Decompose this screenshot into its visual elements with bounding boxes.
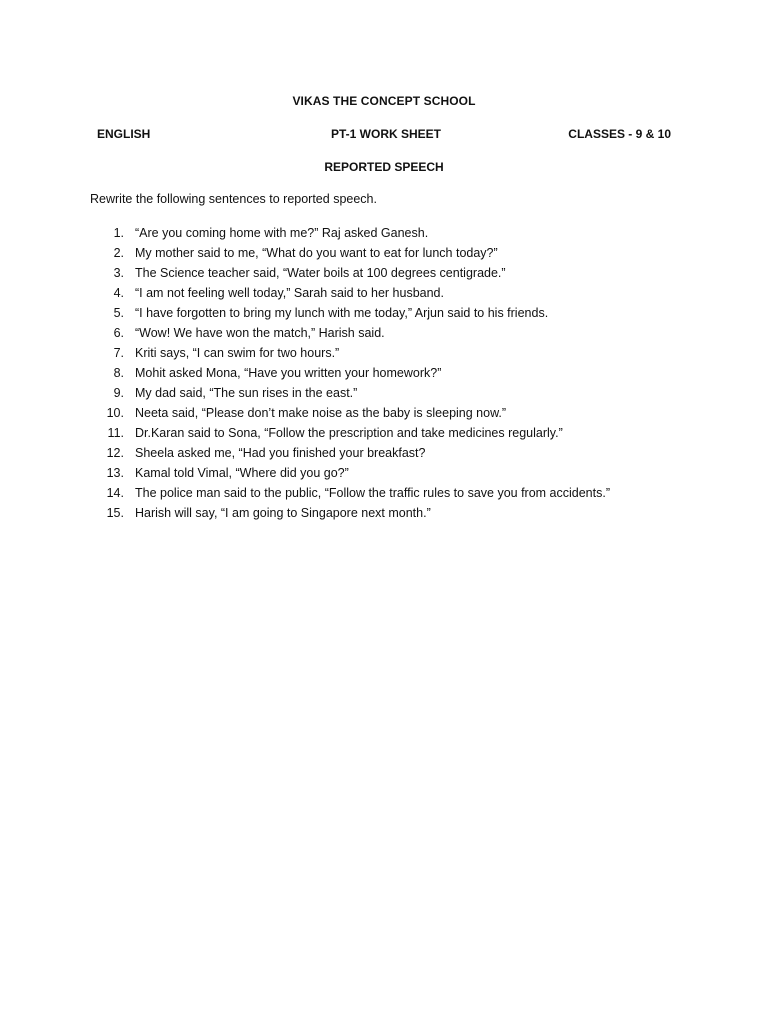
question-text: “I am not feeling well today,” Sarah said to her husband.	[135, 286, 444, 300]
question-number: 13.	[106, 466, 124, 480]
question-number: 9.	[113, 386, 124, 400]
question-number: 4.	[113, 286, 124, 300]
question-number: 15.	[106, 506, 124, 520]
question-text: The Science teacher said, “Water boils at 100 degrees centigrade.”	[135, 266, 506, 280]
question-text: Kriti says, “I can swim for two hours.”	[135, 346, 340, 360]
question-text: My dad said, “The sun rises in the east.”	[135, 386, 358, 400]
worksheet-meta-row	[0, 127, 768, 145]
instruction-text: Rewrite the following sentences to reported speech.	[90, 192, 377, 206]
question-number: 2.	[113, 246, 124, 260]
question-text: My mother said to me, “What do you want to eat for lunch today?”	[135, 246, 498, 260]
section-title: REPORTED SPEECH	[324, 160, 444, 174]
question-number: 11.	[107, 426, 124, 440]
question-number: 10.	[106, 406, 124, 420]
question-text: Harish will say, “I am going to Singapore next month.”	[135, 506, 431, 520]
question-text: “Are you coming home with me?” Raj asked Ganesh.	[135, 226, 429, 240]
subject-label: ENGLISH	[97, 127, 151, 141]
question-text: Kamal told Vimal, “Where did you go?”	[135, 466, 349, 480]
question-number: 1.	[113, 226, 124, 240]
question-number: 7.	[113, 346, 124, 360]
question-text: The police man said to the public, “Follow the traffic rules to save you from accidents.”	[135, 486, 610, 500]
question-number: 6.	[113, 326, 124, 340]
question-number: 8.	[113, 366, 124, 380]
classes-label: CLASSES - 9 & 10	[568, 127, 671, 141]
question-text: Neeta said, “Please don’t make noise as the baby is sleeping now.”	[135, 406, 507, 420]
question-text: “I have forgotten to bring my lunch with me today,” Arjun said to his friends.	[135, 306, 549, 320]
question-number: 5.	[113, 306, 124, 320]
question-number: 12.	[106, 446, 124, 460]
question-number: 14.	[106, 486, 124, 500]
school-title: VIKAS THE CONCEPT SCHOOL	[292, 94, 476, 108]
question-text: Dr.Karan said to Sona, “Follow the prescription and take medicines regularly.”	[135, 426, 563, 440]
question-text: Sheela asked me, “Had you finished your breakfast?	[135, 446, 426, 460]
sheet-label: PT-1 WORK SHEET	[330, 127, 441, 141]
question-text: Mohit asked Mona, “Have you written your homework?”	[135, 366, 442, 380]
question-text: “Wow! We have won the match,” Harish said.	[135, 326, 385, 340]
question-number: 3.	[113, 266, 124, 280]
